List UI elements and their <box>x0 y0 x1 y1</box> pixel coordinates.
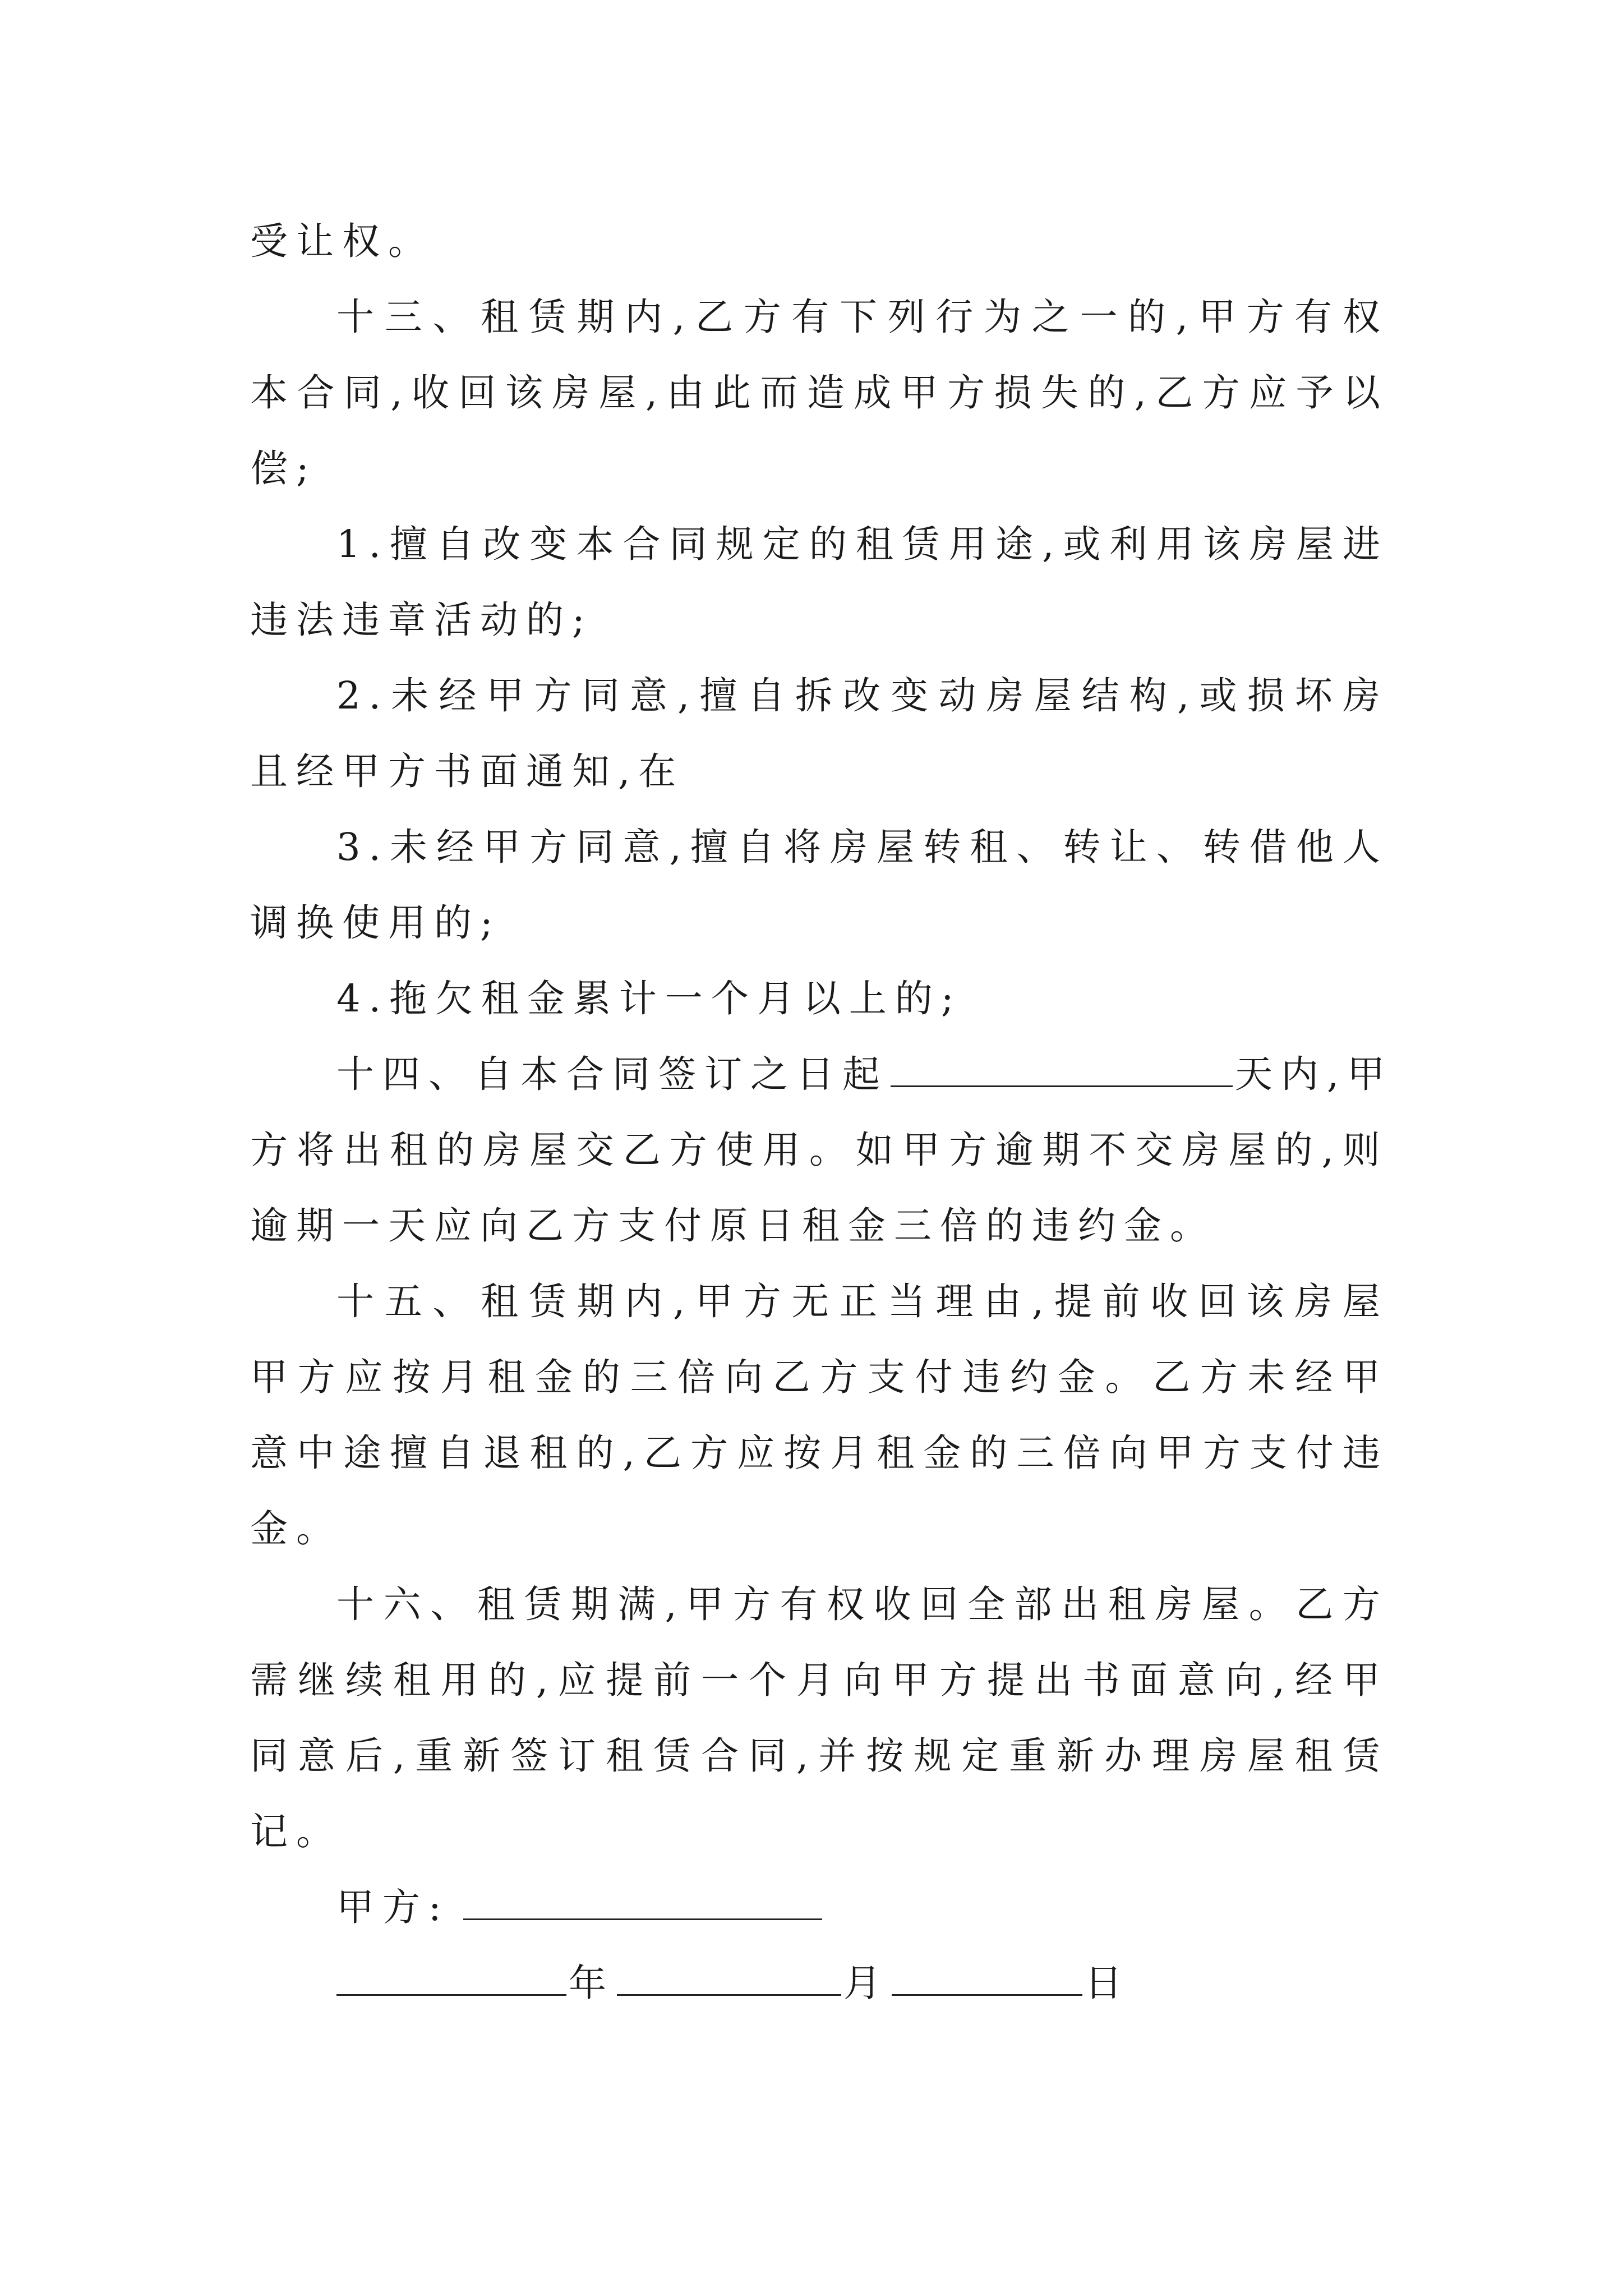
signature-party-a-row <box>336 1879 1389 1935</box>
clause-16-line-2: 需继续租用的,应提前一个月向甲方提出书面意向,经甲 <box>250 1658 1389 1702</box>
party-a-label: 甲方: <box>336 1885 450 1929</box>
clause-13-item-2-line-1: 2.未经甲方同意,擅自拆改变动房屋结构,或损坏房 <box>336 674 1389 717</box>
clause-13-line-1: 十三、租赁期内,乙方有下列行为之一的,甲方有权 <box>336 295 1389 339</box>
clause-14-text-after-blank: 天内,甲 <box>1235 1052 1394 1096</box>
days-blank-field[interactable] <box>891 1048 1233 1087</box>
clause-13-item-1-line-2: 违法违章活动的; <box>250 598 593 642</box>
party-a-signature-field[interactable] <box>463 1881 822 1920</box>
clause-14-line-1 <box>336 1046 1394 1102</box>
clause-14-line-2: 方将出租的房屋交乙方使用。如甲方逾期不交房屋的,则 <box>250 1128 1389 1172</box>
clause-15-line-1: 十五、租赁期内,甲方无正当理由,提前收回该房屋 <box>336 1280 1389 1323</box>
clause-13-item-4-line-1: 4.拖欠租金累计一个月以上的; <box>336 977 962 1020</box>
clause-13-item-2-line-2: 且经甲方书面通知,在 <box>250 749 685 793</box>
clause-13-line-3: 偿; <box>250 447 317 490</box>
clause-14-text-before-blank: 十四、自本合同签订之日起 <box>336 1052 888 1096</box>
clause-13-item-3-line-1: 3.未经甲方同意,擅自将房屋转租、转让、转借他人 <box>336 825 1389 869</box>
clause-16-line-3: 同意后,重新签订租赁合同,并按规定重新办理房屋租赁 <box>250 1734 1389 1778</box>
paragraph-continuation: 受让权。 <box>250 219 434 263</box>
year-label: 年 <box>569 1961 615 2005</box>
clause-15-line-3: 意中途擅自退租的,乙方应按月租金的三倍向甲方支付违 <box>250 1431 1389 1475</box>
month-label: 月 <box>843 1961 889 2005</box>
year-blank-field[interactable] <box>336 1957 566 1996</box>
clause-14-line-3: 逾期一天应向乙方支付原日租金三倍的违约金。 <box>250 1204 1216 1248</box>
day-blank-field[interactable] <box>892 1957 1082 1996</box>
signature-date-row <box>336 1955 1389 2011</box>
clause-13-item-3-line-2: 调换使用的; <box>250 901 501 945</box>
clause-13-line-2: 本合同,收回该房屋,由此而造成甲方损失的,乙方应予以 <box>250 371 1389 415</box>
clause-13-item-1-line-1: 1.擅自改变本合同规定的租赁用途,或利用该房屋进 <box>336 522 1389 566</box>
month-blank-field[interactable] <box>617 1957 841 1996</box>
clause-16-line-1: 十六、租赁期满,甲方有权收回全部出租房屋。乙方 <box>336 1582 1389 1626</box>
clause-15-line-2: 甲方应按月租金的三倍向乙方支付违约金。乙方未经甲 <box>250 1355 1389 1399</box>
day-label: 日 <box>1085 1961 1131 2005</box>
clause-16-line-4: 记。 <box>250 1810 342 1853</box>
clause-15-line-4: 金。 <box>250 1507 342 1550</box>
